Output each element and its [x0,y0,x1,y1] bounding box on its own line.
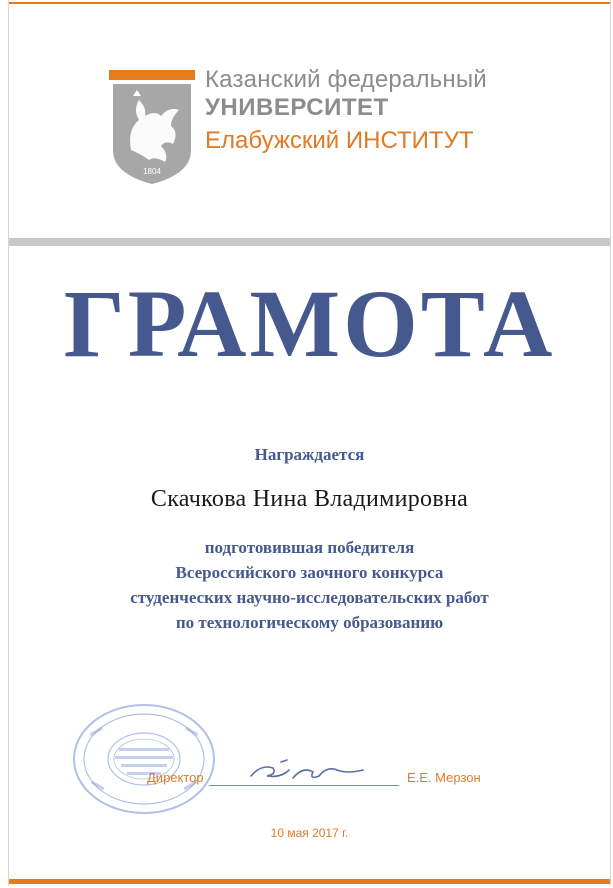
bottom-orange-rule [9,879,610,884]
round-seal-stamp-icon [69,700,219,818]
handwritten-signature-icon [247,756,367,786]
university-name-line2: УНИВЕРСИТЕТ [205,94,389,121]
award-reason [9,535,610,635]
university-name-line1: Казанский федеральный [205,66,487,93]
recipient-name: Скачкова Нина Владимировна [150,486,469,512]
header-divider [9,238,610,246]
university-name-block [205,66,487,158]
certificate-page [8,0,611,886]
reason-line: подготовившая победителя [204,538,415,557]
issue-date: 10 мая 2017 г. [270,826,349,840]
kfu-logo-icon [109,70,195,186]
institute-name: Елабужский ИНСТИТУТ [205,127,474,154]
signer-name: Е.Е. Мерзон [407,770,481,785]
top-orange-rule [9,2,610,4]
svg-text:1804: 1804 [143,167,161,176]
reason-line: студенческих научно-исследовательских работ [130,588,489,607]
reason-line: по технологическому образованию [175,613,444,632]
position-label: Директор [147,770,204,785]
certificate-title: ГРАМОТА [63,270,556,377]
awarded-label: Награждается [254,445,365,464]
reason-line: Всероссийского заочного конкурса [175,563,444,582]
